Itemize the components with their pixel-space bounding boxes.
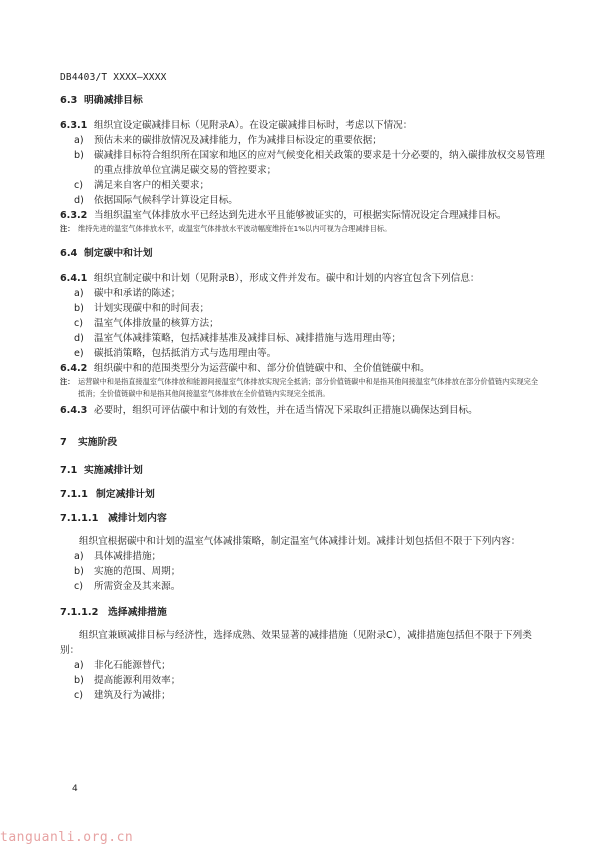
list-item xyxy=(60,133,545,148)
clause-number: 6.4.2 xyxy=(60,363,88,374)
list-item-text: 具体减排措施； xyxy=(94,551,162,562)
list-item xyxy=(60,178,545,193)
list-marker: b) xyxy=(74,150,84,161)
section-title: 实施阶段 xyxy=(78,437,118,448)
list-item-text: 碳抵消策略，包括抵消方式与选用理由等。 xyxy=(94,348,277,359)
list-item-text: 温室气体减排策略，包括减排基准及减排目标、减排措施与选用理由等； xyxy=(94,333,401,344)
note-text: 维持先进的温室气体排放水平，或温室气体排放水平波动幅度维持在1%以内可视为合理减排目标。 xyxy=(78,224,392,233)
list-item-text: 满足来自客户的相关要求； xyxy=(94,180,210,191)
section-title: 减排计划内容 xyxy=(108,513,167,524)
clause-6-4-3 xyxy=(60,403,545,418)
list-item-text: 计划实现碳中和的时间表； xyxy=(94,303,210,314)
section-6-4-heading xyxy=(60,247,545,261)
list-marker: a) xyxy=(74,135,84,146)
list-marker: a) xyxy=(74,660,84,671)
list-marker: c) xyxy=(74,180,84,191)
clause-number: 6.4.3 xyxy=(60,405,88,416)
list-item-text: 温室气体排放量的核算方法； xyxy=(94,318,219,329)
list-item xyxy=(60,193,545,208)
section-6-3-heading xyxy=(60,94,545,108)
section-7-1-1-2-heading xyxy=(60,606,545,620)
list-item xyxy=(60,316,545,331)
clause-6-4-1 xyxy=(60,271,545,286)
clause-number: 6.3.2 xyxy=(60,210,88,221)
list-item-text: 碳减排目标符合组织所在国家和地区的应对气候变化相关政策的要求是十分必要的，纳入碳排放权交易管理的重点排放单位宜满足碳交易的管控要求； xyxy=(94,150,545,176)
section-title: 制定碳中和计划 xyxy=(84,248,153,259)
list-item xyxy=(60,564,545,579)
note xyxy=(60,223,545,235)
watermark: tanguanli.org.cn xyxy=(0,830,134,845)
list-item-text: 依据国际气候科学计算设定目标。 xyxy=(94,195,238,206)
section-number: 7 xyxy=(60,437,67,448)
section-number: 7.1.1 xyxy=(60,489,88,500)
clause-6-3-2 xyxy=(60,208,545,223)
list-item xyxy=(60,579,545,594)
list-marker: c) xyxy=(74,690,84,701)
list-marker: b) xyxy=(74,303,84,314)
section-number: 6.3 xyxy=(60,95,78,106)
clause-number: 6.4.1 xyxy=(60,273,88,284)
list-marker: b) xyxy=(74,675,84,686)
list-item xyxy=(60,301,545,316)
clause-text: 当组织温室气体排放水平已经达到先进水平且能够被证实的，可根据实际情况设定合理减排目标。 xyxy=(94,210,507,221)
list-marker: c) xyxy=(74,581,84,592)
chapter-7-heading xyxy=(60,436,545,450)
list-item xyxy=(60,331,545,346)
clause-6-3-1 xyxy=(60,118,545,133)
section-number: 6.4 xyxy=(60,248,78,259)
section-7-1-heading xyxy=(60,464,545,478)
clause-text: 组织宜制定碳中和计划（见附录B），形成文件并发布。碳中和计划的内容宜包含下列信息： xyxy=(94,273,480,284)
document-id: DB4403/T XXXX—XXXX xyxy=(60,72,167,83)
note xyxy=(60,376,545,400)
list-item-text: 碳中和承诺的陈述； xyxy=(94,288,181,299)
list-marker: e) xyxy=(74,348,84,359)
page-number: 4 xyxy=(72,784,78,794)
note-label: 注： xyxy=(60,224,75,233)
list-marker: b) xyxy=(74,566,84,577)
document-body xyxy=(60,94,545,703)
note-text: 运营碳中和是指直接温室气体排放和能源间接温室气体排放实现完全抵消；部分价值链碳中和是指其他间接温室气体排放在部分价值链内实现完全抵消；全价值链碳中和是指其他间接温室气体排放在全价值链内实现完全抵消。 xyxy=(78,377,539,398)
list-item xyxy=(60,286,545,301)
list-item-text: 实施的范围、周期； xyxy=(94,566,181,577)
section-7-1-1-heading xyxy=(60,488,545,502)
list-marker: a) xyxy=(74,288,84,299)
clause-text: 必要时，组织可评估碳中和计划的有效性，并在适当情况下采取纠正措施以确保达到目标。 xyxy=(94,405,478,416)
section-number: 7.1.1.2 xyxy=(60,607,99,618)
list-item-text: 非化石能源替代； xyxy=(94,660,171,671)
clause-text: 组织碳中和的范围类型分为运营碳中和、部分价值链碳中和、全价值链碳中和。 xyxy=(94,363,430,374)
section-number: 7.1 xyxy=(60,465,78,476)
clause-text: 组织宜设定碳减排目标（见附录A）。在设定碳减排目标时，考虑以下情况： xyxy=(94,120,413,131)
list-item xyxy=(60,673,545,688)
section-title: 制定减排计划 xyxy=(96,489,155,500)
clause-6-4-2 xyxy=(60,361,545,376)
list-marker: a) xyxy=(74,551,84,562)
clause-number: 6.3.1 xyxy=(60,120,88,131)
list-item-text: 所需资金及其来源。 xyxy=(94,581,181,592)
list-item-text: 预估未来的碳排放情况及减排能力，作为减排目标设定的重要依据； xyxy=(94,135,382,146)
list-item xyxy=(60,658,545,673)
note-label: 注： xyxy=(60,377,75,386)
section-7-1-1-1-heading xyxy=(60,512,545,526)
list-item xyxy=(60,549,545,564)
section-number: 7.1.1.1 xyxy=(60,513,99,524)
paragraph: 组织宜兼顾减排目标与经济性，选择成熟、效果显著的减排措施（见附录C），减排措施包括但不限于下列类别： xyxy=(60,630,532,656)
list-item-text: 建筑及行为减排； xyxy=(94,690,171,701)
section-title: 实施减排计划 xyxy=(84,465,143,476)
paragraph: 组织宜根据碳中和计划的温室气体减排策略，制定温室气体减排计划。减排计划包括但不限于下列内容： xyxy=(79,536,521,547)
list-item xyxy=(60,688,545,703)
list-marker: c) xyxy=(74,318,84,329)
list-marker: d) xyxy=(74,195,84,206)
list-item xyxy=(60,346,545,361)
list-marker: d) xyxy=(74,333,84,344)
list-item-text: 提高能源利用效率； xyxy=(94,675,181,686)
section-title: 选择减排措施 xyxy=(108,607,167,618)
list-item xyxy=(60,148,545,178)
section-title: 明确减排目标 xyxy=(84,95,143,106)
